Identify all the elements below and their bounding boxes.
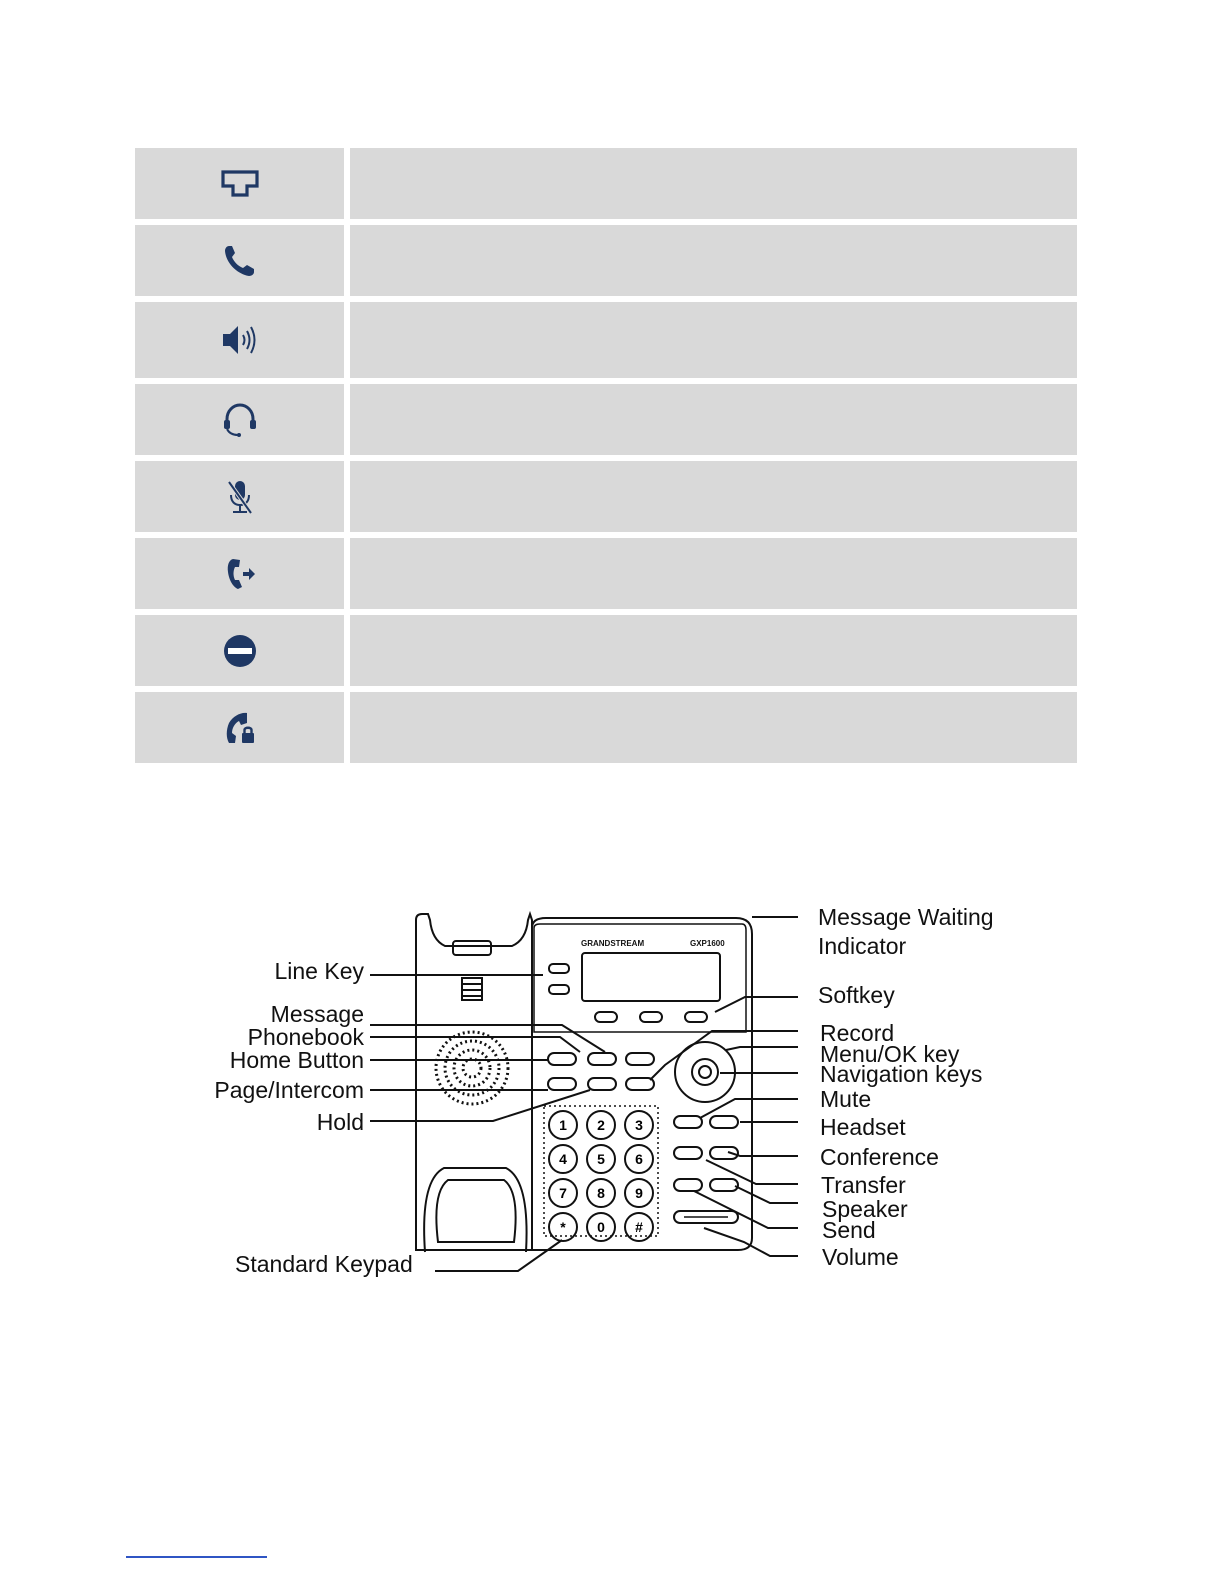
label-line-key: Line Key [274,958,364,984]
headset-icon [220,400,260,440]
model-label: GXP1600 [690,939,725,948]
label-softkey: Softkey [818,982,895,1008]
label-page-intercom: Page/Intercom [214,1077,364,1103]
keypad-key[interactable]: 5 [586,1144,616,1174]
icon-cell [135,538,344,609]
row-description [350,615,1077,686]
microphone-mute-icon [220,477,260,517]
do-not-disturb-icon [220,631,260,671]
keypad-key[interactable]: 7 [548,1178,578,1208]
icon-cell [135,461,344,532]
label-headset: Headset [820,1114,906,1140]
row-description [350,538,1077,609]
table-row [135,384,1077,455]
icon-cell [135,225,344,296]
icon-cell [135,302,344,378]
phone-diagram [0,880,1224,1300]
phone-handset-icon [220,241,260,281]
footer-link-rule [126,1556,267,1558]
label-phonebook: Phonebook [247,1024,364,1050]
label-message: Message [270,1001,364,1027]
keypad-key[interactable]: 2 [586,1110,616,1140]
keypad-key[interactable]: 0 [586,1212,616,1242]
label-menu-ok: Menu/OK key [820,1041,960,1067]
keypad-key[interactable]: 3 [624,1110,654,1140]
row-description [350,461,1077,532]
keypad-key[interactable]: 9 [624,1178,654,1208]
label-record: Record [820,1020,895,1046]
icon-cell [135,615,344,686]
table-row [135,461,1077,532]
label-mute: Mute [820,1086,872,1112]
keypad-key[interactable]: * [548,1212,578,1242]
icon-cell [135,384,344,455]
label-hold: Hold [316,1109,364,1135]
call-forward-icon [220,554,260,594]
label-volume: Volume [822,1244,899,1270]
locked-handset-icon [220,708,260,748]
table-row [135,692,1077,763]
keypad [546,1108,656,1244]
table-row [135,225,1077,296]
row-description [350,225,1077,296]
speaker-icon [220,320,260,360]
table-row [135,538,1077,609]
icon-cell [135,148,344,219]
label-mwi-2: Indicator [818,933,907,959]
row-description [350,148,1077,219]
icon-cell [135,692,344,763]
label-speaker: Speaker [822,1196,908,1222]
row-description [350,692,1077,763]
table-row [135,148,1077,219]
keypad-key[interactable]: 4 [548,1144,578,1174]
keypad-key[interactable]: 1 [548,1110,578,1140]
keypad-key[interactable]: 6 [624,1144,654,1174]
label-mwi: Message Waiting [818,904,994,930]
network-port-icon [220,164,260,204]
row-description [350,384,1077,455]
table-row [135,615,1077,686]
label-standard-keypad: Standard Keypad [235,1251,413,1277]
label-navigation: Navigation keys [820,1061,983,1087]
keypad-key[interactable]: # [624,1212,654,1242]
brand-label: GRANDSTREAM [581,939,645,948]
label-transfer: Transfer [821,1172,906,1198]
keypad-key[interactable]: 8 [586,1178,616,1208]
row-description [350,302,1077,378]
icon-legend-table [135,148,1077,769]
table-row [135,302,1077,378]
label-conference: Conference [820,1144,939,1170]
label-home-button: Home Button [229,1047,364,1073]
label-send: Send [822,1217,876,1243]
